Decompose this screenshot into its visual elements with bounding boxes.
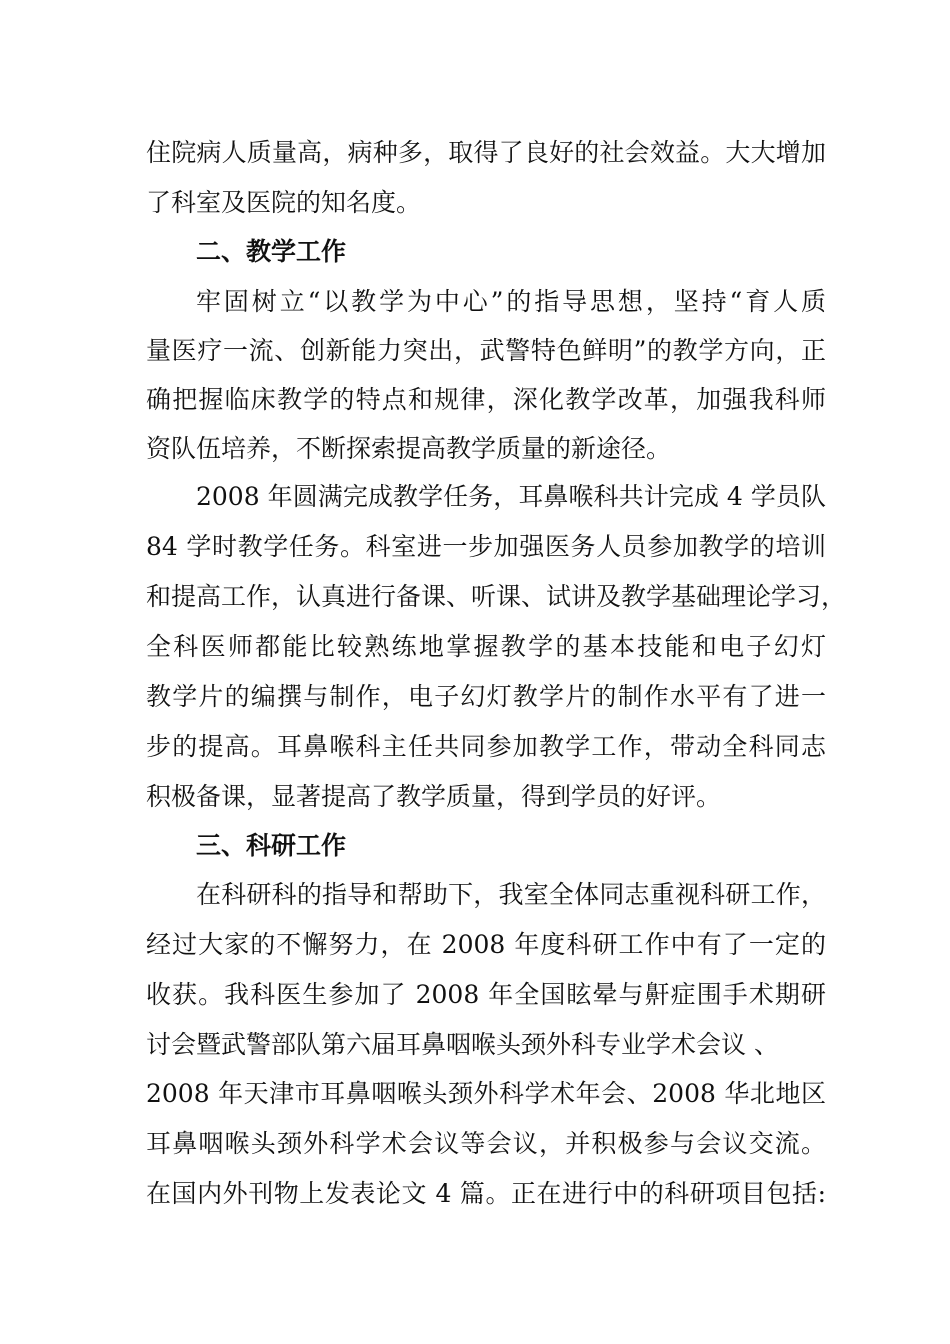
- paragraph-line: 教学片的编撰与制作，电子幻灯教学片的制作水平有了进一: [146, 682, 826, 711]
- paragraph-line: 步的提高。耳鼻喉科主任共同参加教学工作，带动全科同志: [146, 732, 826, 761]
- section-heading-teaching: 二、教学工作: [196, 237, 347, 266]
- paragraph-line: 讨会暨武警部队第六届耳鼻咽喉头颈外科专业学术会议 、: [146, 1030, 779, 1059]
- paragraph-line: 经过大家的不懈努力，在 2008 年度科研工作中有了一定的: [146, 930, 826, 959]
- paragraph-line: 2008 年天津市耳鼻咽喉头颈外科学术年会、2008 华北地区: [146, 1079, 826, 1108]
- paragraph-line: 84 学时教学任务。科室进一步加强医务人员参加教学的培训: [146, 532, 826, 561]
- paragraph-line: 住院病人质量高，病种多，取得了良好的社会效益。大大增加: [146, 138, 826, 167]
- section-heading-research: 三、科研工作: [196, 831, 347, 860]
- paragraph-line: 耳鼻咽喉头颈外科学术会议等会议，并积极参与会议交流。: [146, 1129, 826, 1158]
- paragraph-line: 在国内外刊物上发表论文 4 篇。正在进行中的科研项目包括:: [146, 1179, 826, 1208]
- paragraph-line: 全科医师都能比较熟练地掌握教学的基本技能和电子幻灯: [146, 632, 826, 661]
- paragraph-line: 2008 年圆满完成教学任务，耳鼻喉科共计完成 4 学员队: [196, 482, 826, 511]
- paragraph-line: 积极备课，显著提高了教学质量，得到学员的好评。: [146, 782, 722, 811]
- paragraph-line: 确把握临床教学的特点和规律，深化教学改革，加强我科师: [146, 385, 826, 414]
- paragraph-line: 在科研科的指导和帮助下，我室全体同志重视科研工作，: [196, 880, 826, 909]
- paragraph-line: 资队伍培养，不断探索提高教学质量的新途径。: [146, 434, 672, 463]
- paragraph-line: 牢固树立“以教学为中心”的指导思想，坚持“育人质: [196, 287, 826, 316]
- paragraph-line: 量医疗一流、创新能力突出，武警特色鲜明”的教学方向，正: [146, 336, 826, 365]
- paragraph-line: 和提高工作，认真进行备课、听课、试讲及教学基础理论学习，: [146, 582, 847, 611]
- paragraph-line: 收获。我科医生参加了 2008 年全国眩晕与鼾症围手术期研: [146, 980, 826, 1009]
- paragraph-line: 了科室及医院的知名度。: [146, 188, 422, 217]
